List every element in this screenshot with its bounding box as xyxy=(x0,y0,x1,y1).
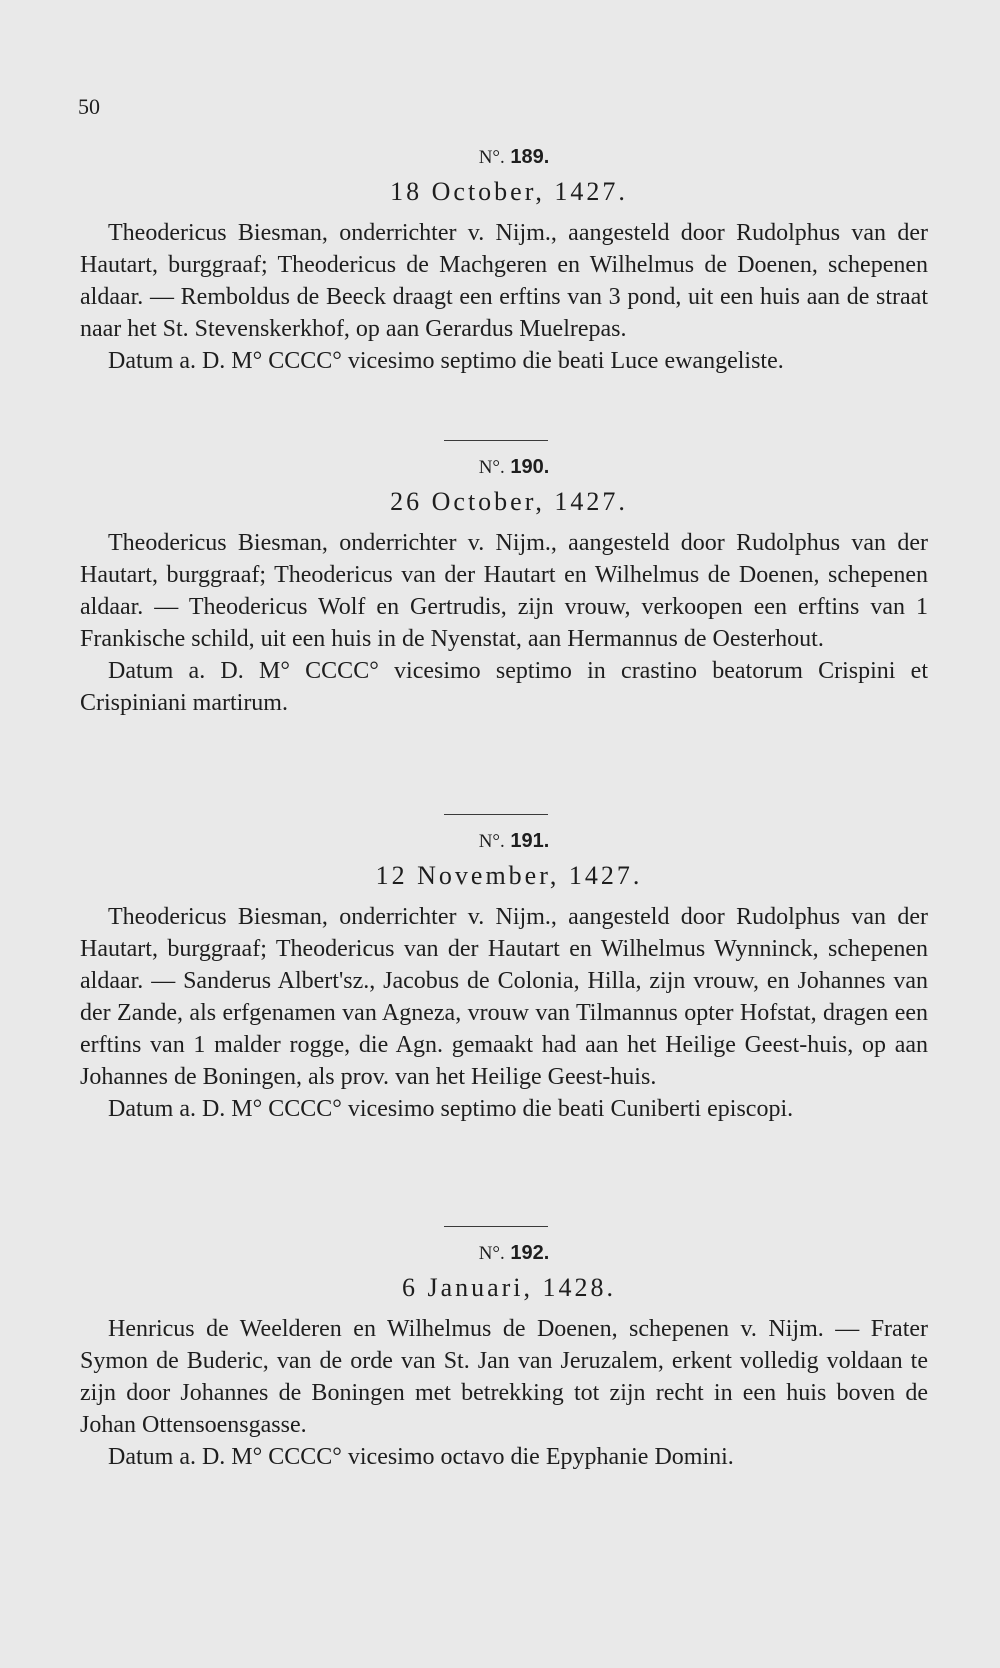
section-divider xyxy=(444,814,548,815)
entry-number-prefix: N°. xyxy=(478,457,505,478)
entry-number-value: 190. xyxy=(510,456,550,478)
entry-number xyxy=(100,1242,928,1265)
entry-date: 6 Januari, 1428. xyxy=(401,1273,617,1302)
section-divider xyxy=(444,1226,548,1227)
entry-datum: Datum a. D. M° CCCC° vicesimo septimo in crastino beatorum Crispini et Crispiniani martirum. xyxy=(80,658,928,716)
entry-body: Theodericus Biesman, onderrichter v. Nijm., aangesteld door Rudolphus van der Hautart, burggraaf; Theodericus van der Hautart en Wilhelmus Wynninck, schepenen aldaar. — Sanderus Albert'sz., Jacobus de Colonia, Hilla, zijn vrouw, en Johannes van der Zande, als erfgenamen van Agneza, vrouw van Tilmannus opter Hofstat, dragen een erftins van 1 malder rogge, die Agn. gemaakt had aan het Heilige Geest-huis, op aan Johannes de Boningen, als prov. van het Heilige Geest-huis. xyxy=(80,904,928,1090)
entry-body: Theodericus Biesman, onderrichter v. Nijm., aangesteld door Rudolphus van der Hautart, burggraaf; Theodericus de Machgeren en Wilhelmus de Doenen, schepenen aldaar. — Remboldus de Beeck draagt een erftins van 3 pond, uit een huis aan de straat naar het St. Stevenskerkhof, op aan Gerardus Muelrepas. xyxy=(80,220,928,342)
entry-192 xyxy=(80,1242,928,1473)
entry-number-prefix: N°. xyxy=(478,1243,505,1264)
entry-datum: Datum a. D. M° CCCC° vicesimo septimo die beati Luce ewangeliste. xyxy=(108,348,784,374)
entry-number-value: 192. xyxy=(510,1242,550,1264)
entry-number xyxy=(100,830,928,853)
entry-191 xyxy=(80,830,928,1125)
entry-number xyxy=(100,146,928,169)
entry-number-prefix: N°. xyxy=(478,831,505,852)
entry-date: 12 November, 1427. xyxy=(375,861,643,890)
entry-date: 26 October, 1427. xyxy=(390,487,628,516)
entry-number-prefix: N°. xyxy=(478,147,505,168)
entry-number xyxy=(100,456,928,479)
entry-datum: Datum a. D. M° CCCC° vicesimo septimo die beati Cuniberti episcopi. xyxy=(108,1096,794,1122)
entry-number-value: 191. xyxy=(510,830,550,852)
section-divider xyxy=(444,440,548,441)
page-number: 50 xyxy=(78,94,100,119)
entry-189 xyxy=(80,146,928,377)
entry-body: Theodericus Biesman, onderrichter v. Nijm., aangesteld door Rudolphus van der Hautart, burggraaf; Theodericus van der Hautart en Wilhelmus de Doenen, schepenen aldaar. — Theodericus Wolf en Gertrudis, zijn vrouw, verkoopen een erftins van 1 Frankische schild, uit een huis in de Nyenstat, aan Hermannus de Oesterhout. xyxy=(80,530,928,652)
entry-datum: Datum a. D. M° CCCC° vicesimo octavo die Epyphanie Domini. xyxy=(108,1444,734,1470)
entry-190 xyxy=(80,456,928,719)
entry-number-value: 189. xyxy=(510,146,550,168)
entry-body: Henricus de Weelderen en Wilhelmus de Doenen, schepenen v. Nijm. — Frater Symon de Buderic, van de orde van St. Jan van Jeruzalem, erkent volledig voldaan te zijn door Johannes de Boningen met betrekking tot zijn recht in een huis boven de Johan Ottensoensgasse. xyxy=(80,1316,928,1438)
entry-date: 18 October, 1427. xyxy=(390,177,628,206)
